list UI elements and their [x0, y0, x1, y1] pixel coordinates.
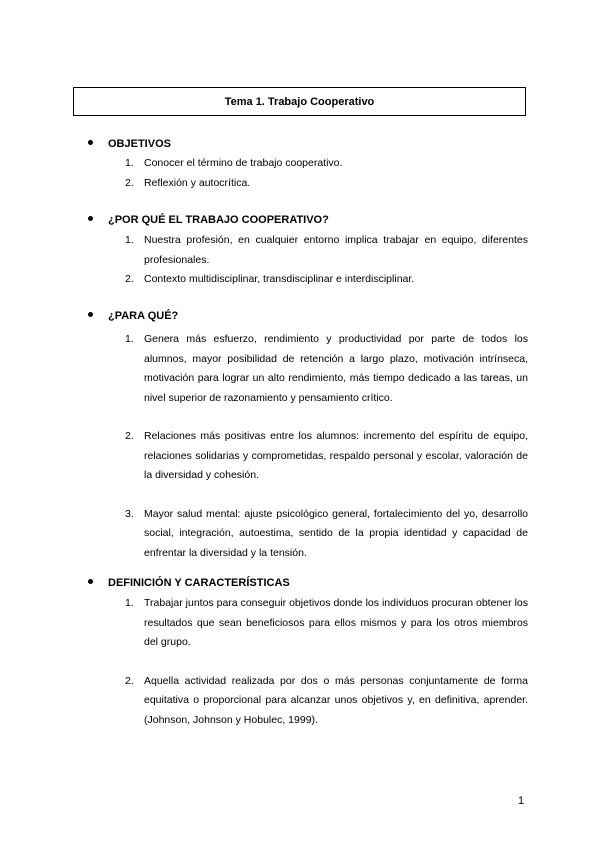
section-para-que: [88, 307, 528, 563]
section-objetivos: [88, 135, 528, 193]
section-definicion: [88, 574, 528, 730]
item-list: [88, 594, 528, 730]
section-heading: [88, 211, 528, 229]
section-title: ¿PARA QUÉ?: [108, 310, 179, 322]
bullet-icon: [88, 216, 93, 221]
item-text: Mayor salud mental: ajuste psicológico general, fortalecimiento del yo, desarrollo social, integración, autoestima, sentido de la propia identidad y capacidad de enfrentar la diversidad y la tensión.: [144, 507, 528, 559]
list-item: [88, 174, 528, 194]
item-number: 1.: [125, 234, 134, 246]
item-list: [88, 154, 528, 193]
section-title: DEFINICIÓN Y CARACTERÍSTICAS: [108, 577, 290, 589]
list-item: [88, 330, 528, 408]
bullet-icon: [88, 140, 93, 145]
item-number: 3.: [125, 507, 134, 520]
item-number: 2.: [125, 273, 134, 285]
document-title: [73, 87, 526, 116]
item-text: Aquella actividad realizada por dos o más personas conjuntamente de forma equitativa o proporcional para alcanzar unos objetivos y, en definitiva, aprender. (Johnson, Johnson y Hobulec, 1999).: [144, 674, 528, 726]
item-number: 2.: [125, 674, 134, 687]
list-item: [88, 672, 528, 731]
item-text: Nuestra profesión, en cualquier entorno implica trabajar en equipo, diferentes profesionales.: [144, 234, 528, 266]
list-item: [88, 270, 528, 290]
item-number: 2.: [125, 430, 134, 442]
list-item: [88, 154, 528, 174]
item-number: 1.: [125, 333, 134, 345]
page-number: 1: [518, 795, 525, 807]
section-heading: [88, 307, 528, 325]
list-item: [88, 427, 528, 486]
item-text: Trabajar juntos para conseguir objetivos donde los individuos procuran obtener los resultados que sean beneficiosos para ellos mismos y para los otros miembros del grupo.: [144, 597, 528, 648]
section-title: ¿POR QUÉ EL TRABAJO COOPERATIVO?: [108, 214, 329, 226]
section-heading: [88, 135, 528, 153]
item-text: Conocer el término de trabajo cooperativo.: [144, 157, 343, 169]
document-title-text: Tema 1. Trabajo Cooperativo: [224, 95, 375, 108]
list-item: [88, 594, 528, 653]
item-number: 1.: [125, 157, 134, 169]
section-heading: [88, 574, 528, 592]
list-item: [88, 231, 528, 270]
item-text: Genera más esfuerzo, rendimiento y productividad por parte de todos los alumnos, mayor posibilidad de retención a largo plazo, motivación intrínseca, motivación para lograr un alto rendimiento, más tiempo dedicado a las tareas, un nivel superior de razonamiento y pensamiento crítico.: [144, 333, 528, 404]
bullet-icon: [88, 312, 93, 317]
item-list: [88, 231, 528, 290]
list-item: [88, 505, 528, 564]
item-text: Contexto multidisciplinar, transdisciplinar e interdisciplinar.: [144, 273, 415, 285]
item-number: 2.: [125, 176, 134, 189]
section-title: OBJETIVOS: [108, 138, 171, 150]
section-por-que: [88, 211, 528, 290]
bullet-icon: [88, 579, 93, 584]
item-text: Relaciones más positivas entre los alumnos: incremento del espíritu de equipo, relaciones solidarias y comprometidas, respaldo personal y escolar, valoración de la diversidad y cohesión.: [144, 430, 528, 481]
item-list: [88, 330, 528, 563]
item-number: 1.: [125, 597, 134, 609]
item-text: Reflexión y autocrítica.: [144, 176, 251, 189]
